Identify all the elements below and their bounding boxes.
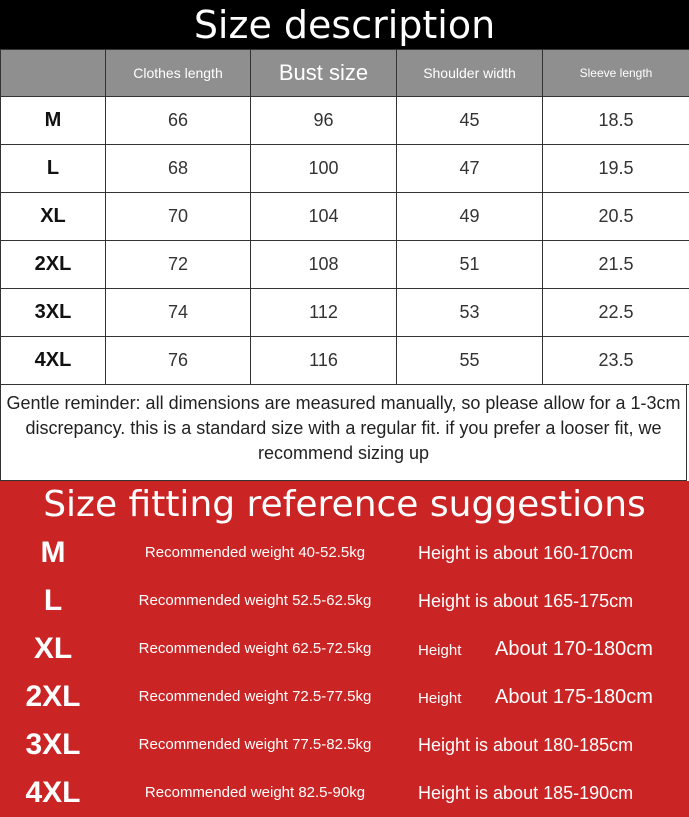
height-value: About 170-180cm [495, 638, 653, 660]
recommended-weight: Recommended weight 77.5-82.5kg [138, 736, 372, 753]
height-prefix: Height [418, 690, 462, 707]
clothes-length-value: 76 [106, 337, 251, 385]
bust-value: 100 [251, 145, 397, 193]
fitting-title: Size fitting reference suggestions [43, 484, 646, 525]
recommended-height [418, 625, 678, 675]
bust-value: 108 [251, 241, 397, 289]
size-label: 2XL [1, 241, 106, 289]
size-table [0, 49, 689, 385]
page-title: Size description [0, 0, 689, 49]
fitting-size: M [40, 536, 66, 569]
header-sleeve-length: Sleeve length [543, 50, 689, 97]
recommended-height: Height is about 160-170cm [418, 543, 634, 563]
fitting-row [0, 625, 689, 673]
shoulder-value: 55 [397, 337, 543, 385]
fitting-row [0, 577, 689, 625]
shoulder-value: 53 [397, 289, 543, 337]
sleeve-value: 22.5 [543, 289, 689, 337]
fitting-row [0, 721, 689, 769]
header-empty-cell [1, 50, 106, 97]
fitting-size: 2XL [25, 680, 81, 713]
clothes-length-value: 68 [106, 145, 251, 193]
clothes-length-value: 72 [106, 241, 251, 289]
fitting-size: L [43, 584, 63, 617]
table-row [1, 193, 689, 241]
clothes-length-value: 66 [106, 97, 251, 145]
size-label: M [1, 97, 106, 145]
measurement-reminder: Gentle reminder: all dimensions are measured manually, so please allow for a 1-3cm discrepancy. this is a standard size with a regular fit. if you prefer a looser fit, we recommend sizing up [0, 385, 687, 481]
fitting-size: XL [33, 632, 73, 665]
shoulder-value: 47 [397, 145, 543, 193]
fitting-size: 4XL [25, 776, 81, 809]
clothes-length-value: 74 [106, 289, 251, 337]
recommended-height: Height is about 165-175cm [418, 591, 634, 611]
fitting-size: 3XL [25, 728, 81, 761]
height-value: About 175-180cm [495, 686, 653, 708]
fitting-row [0, 769, 689, 817]
shoulder-value: 45 [397, 97, 543, 145]
recommended-weight: Recommended weight 82.5-90kg [144, 784, 366, 801]
header-clothes-length: Clothes length [106, 50, 251, 97]
fitting-row [0, 529, 689, 577]
recommended-height: Height is about 185-190cm [418, 783, 634, 803]
clothes-length-value: 70 [106, 193, 251, 241]
size-table-header [1, 50, 689, 97]
recommended-weight: Recommended weight 40-52.5kg [144, 544, 366, 561]
bust-value: 116 [251, 337, 397, 385]
bust-value: 104 [251, 193, 397, 241]
fitting-row [0, 673, 689, 721]
recommended-height [418, 673, 678, 723]
recommended-weight: Recommended weight 52.5-62.5kg [138, 592, 372, 609]
table-row [1, 241, 689, 289]
shoulder-value: 51 [397, 241, 543, 289]
size-label: XL [1, 193, 106, 241]
shoulder-value: 49 [397, 193, 543, 241]
sleeve-value: 18.5 [543, 97, 689, 145]
table-row [1, 97, 689, 145]
height-prefix: Height [418, 642, 462, 659]
sleeve-value: 19.5 [543, 145, 689, 193]
header-shoulder-width: Shoulder width [397, 50, 543, 97]
recommended-weight: Recommended weight 62.5-72.5kg [138, 640, 372, 657]
sleeve-value: 21.5 [543, 241, 689, 289]
table-row [1, 145, 689, 193]
sleeve-value: 23.5 [543, 337, 689, 385]
size-label: 4XL [1, 337, 106, 385]
header-bust-size: Bust size [251, 50, 397, 97]
recommended-weight: Recommended weight 72.5-77.5kg [138, 688, 372, 705]
sleeve-value: 20.5 [543, 193, 689, 241]
table-row [1, 289, 689, 337]
fitting-section [0, 481, 689, 817]
size-label: L [1, 145, 106, 193]
table-row [1, 337, 689, 385]
recommended-height: Height is about 180-185cm [418, 735, 634, 755]
bust-value: 96 [251, 97, 397, 145]
bust-value: 112 [251, 289, 397, 337]
size-label: 3XL [1, 289, 106, 337]
